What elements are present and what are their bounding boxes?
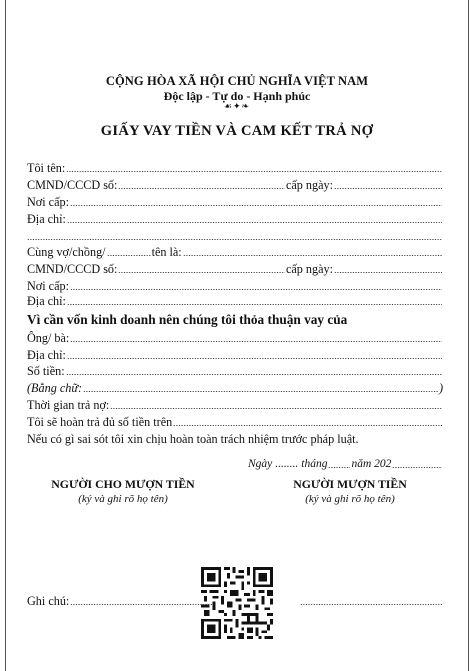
- spouse-id-label: CMND/CCCD số:: [27, 262, 118, 276]
- liability-row: [27, 431, 443, 446]
- signing-date-line: [248, 456, 443, 471]
- spouse-address-field[interactable]: [67, 296, 442, 306]
- document-title: GIẤY VAY TIỀN VÀ CAM KẾT TRẢ NỢ: [100, 123, 374, 139]
- spouse-issued-date-field[interactable]: [334, 264, 442, 274]
- lender-address-row: [27, 347, 443, 362]
- agreement-intro-row: [27, 310, 443, 327]
- borrower-issued-place-label: Nơi cấp:: [27, 195, 69, 209]
- national-header: CỘNG HÒA XÃ HỘI CHỦ NGHĨA VIỆT NAM: [105, 74, 369, 88]
- amount-in-words-label: (Bằng chữ:: [27, 381, 83, 395]
- date-year-field[interactable]: [392, 459, 442, 469]
- amount-in-words-row: [27, 380, 443, 395]
- lender-name-row: [27, 330, 443, 345]
- agreement-intro: Vì cần vốn kinh doanh nên chúng tôi thỏa thuận vay của: [27, 312, 348, 327]
- notes-field-right[interactable]: [300, 596, 442, 606]
- spouse-address-label: Địa chỉ:: [27, 294, 66, 308]
- borrower-name-label: Tôi tên:: [27, 161, 66, 175]
- spouse-issued-place-label: Nơi cấp:: [27, 279, 69, 293]
- borrower-address-field[interactable]: [67, 214, 442, 224]
- repay-time-label: Thời gian trả nợ:: [27, 398, 110, 412]
- repay-commit-field[interactable]: [173, 417, 442, 427]
- lender-signature-title: NGƯỜI CHO MƯỢN TIỀN: [51, 477, 195, 491]
- amount-label: Số tiền:: [27, 364, 65, 378]
- borrower-name-field[interactable]: [66, 163, 442, 173]
- repay-time-row: [27, 397, 443, 412]
- lender-name-field[interactable]: [70, 333, 442, 343]
- borrower-id-row: [27, 177, 443, 192]
- lender-signature-note: (ký và ghi rõ họ tên): [78, 493, 168, 505]
- borrower-signature-block: [262, 477, 438, 505]
- lender-address-field[interactable]: [67, 350, 442, 360]
- spouse-relation-label: Cùng vợ/chồng/: [27, 245, 106, 259]
- borrower-address-line2-field[interactable]: [27, 231, 442, 241]
- borrower-issued-date-label: cấp ngày:: [285, 178, 333, 192]
- borrower-name-row: [27, 160, 443, 175]
- spouse-id-row: [27, 261, 443, 276]
- notes-label: Ghi chú:: [27, 594, 70, 608]
- liability-text: Nếu có gì sai sót tôi xin chịu hoàn toàn trách nhiệm trước pháp luật.: [27, 432, 359, 446]
- repay-commit-label: Tôi sẽ hoàn trả đủ số tiền trên: [27, 415, 173, 429]
- spouse-id-field[interactable]: [118, 264, 285, 274]
- borrower-signature-note: (ký và ghi rõ họ tên): [305, 493, 395, 505]
- lender-name-label: Ông/ bà:: [27, 331, 70, 345]
- borrower-address-line2-row: [27, 228, 443, 243]
- spouse-name-field[interactable]: [183, 247, 442, 257]
- ornament-divider-icon: ☙✦❧: [223, 101, 251, 111]
- borrower-issued-place-field[interactable]: [70, 197, 442, 207]
- spouse-name-label: tên là:: [151, 245, 182, 259]
- lender-signature-block: [27, 477, 219, 505]
- notes-row: [27, 593, 443, 608]
- borrower-issued-date-field[interactable]: [334, 180, 442, 190]
- spouse-issued-date-label: cấp ngày:: [285, 262, 333, 276]
- spouse-relation-row: [27, 244, 443, 259]
- lender-address-label: Địa chỉ:: [27, 348, 66, 362]
- spouse-relation-field[interactable]: [107, 247, 151, 257]
- borrower-issued-place-row: [27, 194, 443, 209]
- date-year-label: năm 202: [351, 458, 392, 470]
- repay-commit-row: [27, 414, 443, 429]
- spouse-address-row: [27, 293, 443, 308]
- amount-row: [27, 363, 443, 378]
- amount-field[interactable]: [66, 366, 442, 376]
- repay-time-field[interactable]: [110, 400, 442, 410]
- date-month-field[interactable]: [328, 459, 350, 469]
- date-month-label: tháng: [301, 458, 328, 470]
- spouse-issued-place-field[interactable]: [70, 281, 442, 291]
- borrower-address-row: [27, 211, 443, 226]
- notes-field-left[interactable]: [70, 596, 212, 606]
- amount-in-words-field[interactable]: [83, 383, 438, 393]
- national-motto: Độc lập - Tự do - Hạnh phúc: [163, 89, 311, 103]
- borrower-id-field[interactable]: [118, 180, 285, 190]
- date-day-label: Ngày: [248, 458, 273, 470]
- date-day-dots[interactable]: ........: [275, 458, 299, 470]
- borrower-id-label: CMND/CCCD số:: [27, 178, 118, 192]
- spouse-issued-place-row: [27, 278, 443, 293]
- borrower-address-label: Địa chỉ:: [27, 212, 66, 226]
- borrower-signature-title: NGƯỜI MƯỢN TIỀN: [293, 477, 407, 491]
- amount-in-words-close: ): [438, 381, 443, 395]
